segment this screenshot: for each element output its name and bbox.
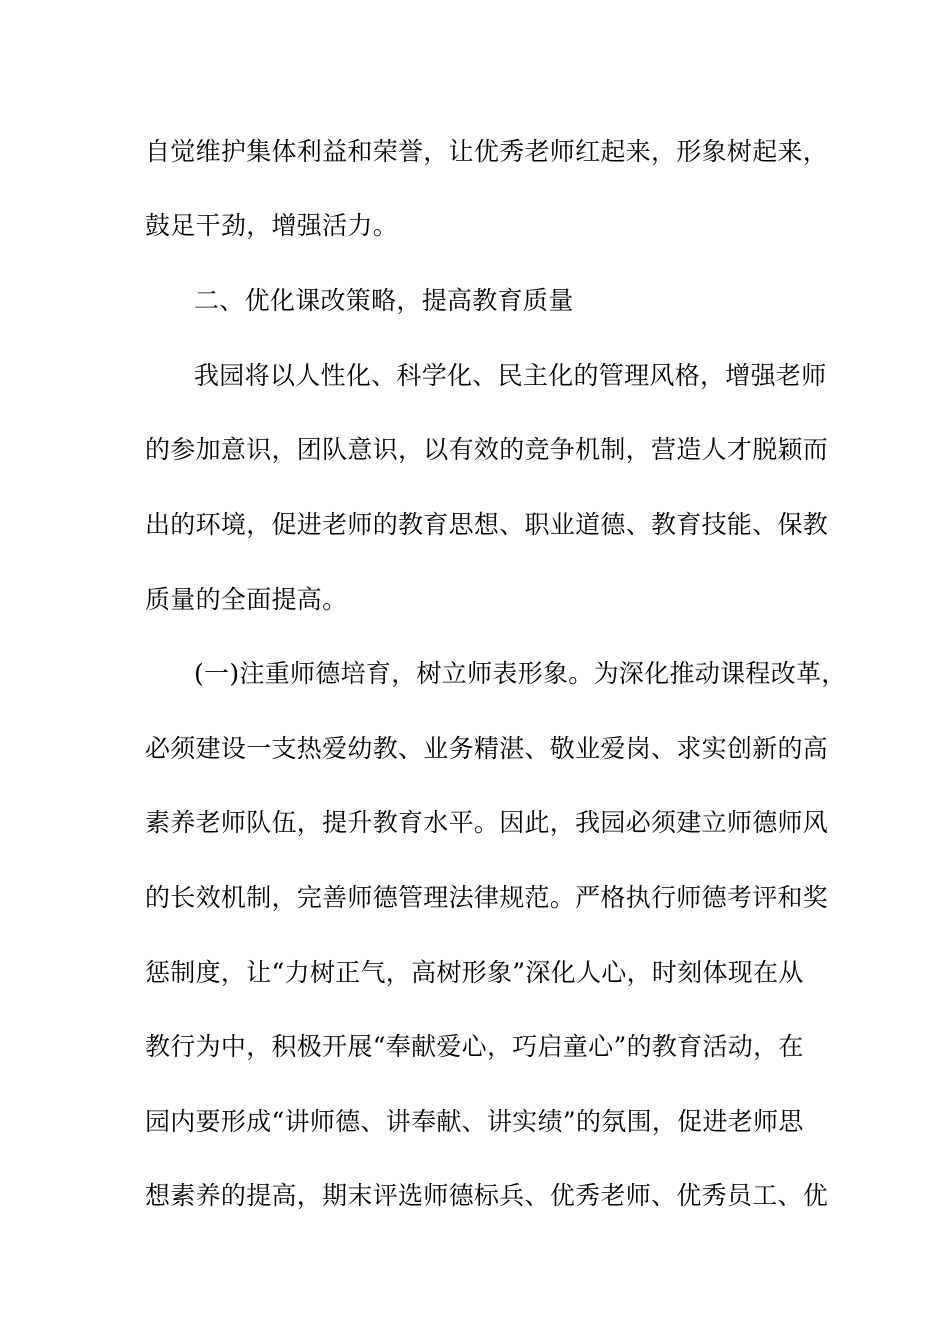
paragraph-line: 自觉维护集体利益和荣誉，让优秀老师红起来，形象树起来， <box>145 137 829 166</box>
paragraph-line: 出的环境，促进老师的教育思想、职业道德、教育技能、保教 <box>145 510 829 539</box>
paragraph-line: 鼓足干劲，增强活力。 <box>145 211 399 240</box>
paragraph-line: 惩制度，让“力树正气，高树形象”深化人心，时刻体现在从 <box>145 958 804 987</box>
paragraph-line: 的长效机制，完善师德管理法律规范。严格执行师德考评和奖 <box>145 883 829 912</box>
paragraph-line: 园内要形成“讲师德、讲奉献、讲实绩”的氛围，促进老师思 <box>145 1107 804 1136</box>
paragraph-line: 必须建设一支热爱幼教、业务精湛、敬业爱岗、求实创新的高 <box>145 734 829 763</box>
paragraph-line: 素养老师队伍，提升教育水平。因此，我园必须建立师德师风 <box>145 808 829 837</box>
paragraph-line: 教行为中，积极开展“奉献爱心，巧启童心”的教育活动，在 <box>145 1032 804 1061</box>
section-heading: 二、优化课改策略，提高教育质量 <box>194 286 574 315</box>
paragraph-line: 想素养的提高，期末评选师德标兵、优秀老师、优秀员工、优 <box>145 1181 829 1210</box>
paragraph-line: 的参加意识，团队意识，以有效的竞争机制，营造人才脱颖而 <box>145 435 829 464</box>
paragraph-line: 质量的全面提高。 <box>145 585 348 614</box>
paragraph-line: (一)注重师德培育，树立师表形象。为深化推动课程改革， <box>194 659 847 688</box>
paragraph-line: 我园将以人性化、科学化、民主化的管理风格，增强老师 <box>194 361 827 390</box>
